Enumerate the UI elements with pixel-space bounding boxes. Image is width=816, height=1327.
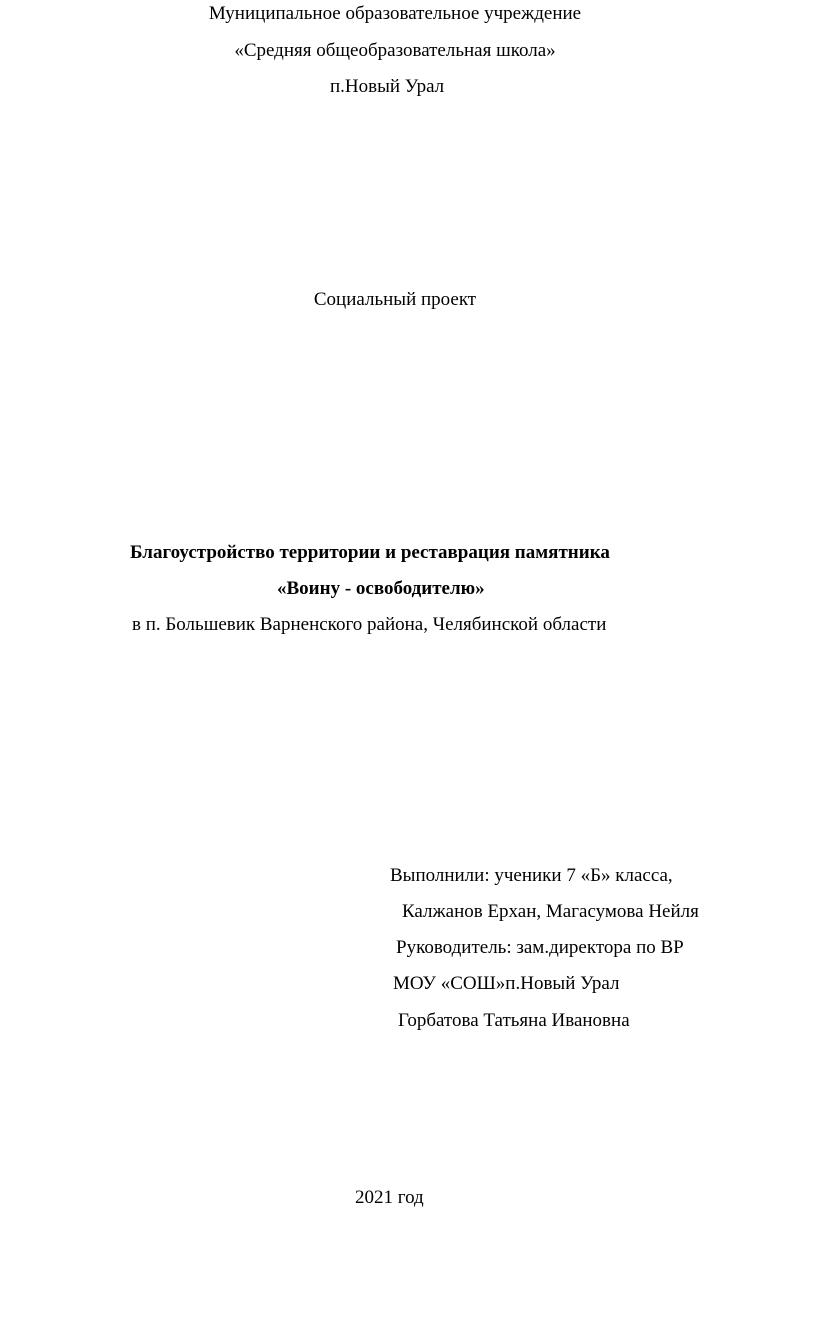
project-title: Благоустройство территории и реставрация памятника bbox=[130, 542, 610, 563]
institution-name: Муниципальное образовательное учреждение bbox=[208, 3, 582, 24]
supervisor-name: Горбатова Татьяна Ивановна bbox=[398, 1010, 630, 1031]
school-name: «Средняя общеобразовательная школа» bbox=[234, 40, 556, 61]
authors-names: Калжанов Ерхан, Магасумова Нейля bbox=[402, 901, 699, 922]
authors-intro: Выполнили: ученики 7 «Б» класса, bbox=[390, 865, 673, 886]
supervisor-school: МОУ «СОШ»п.Новый Урал bbox=[393, 973, 620, 994]
supervisor-role: Руководитель: зам.директора по ВР bbox=[396, 937, 684, 958]
school-location: п.Новый Урал bbox=[330, 76, 445, 97]
document-year: 2021 год bbox=[355, 1187, 424, 1208]
document-type: Социальный проект bbox=[313, 289, 477, 310]
project-location: в п. Большевик Варненского района, Челябинской области bbox=[132, 614, 607, 635]
project-subtitle: «Воину - освободителю» bbox=[277, 578, 485, 599]
